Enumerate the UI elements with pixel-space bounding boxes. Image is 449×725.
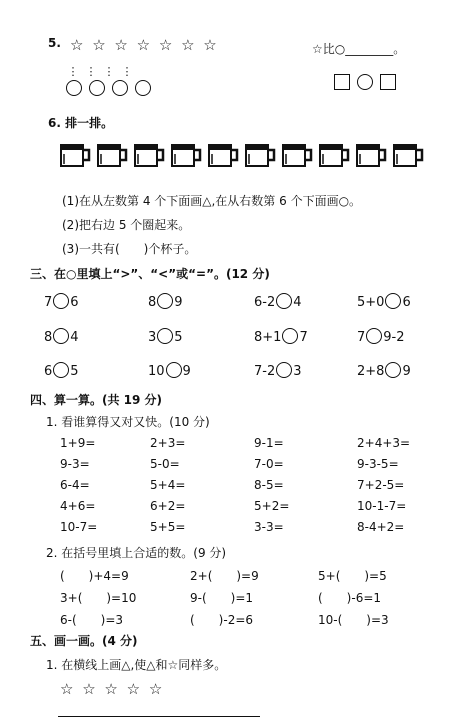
compare-circle-icon[interactable]: [53, 362, 69, 378]
dots-icon: ⋮: [67, 65, 79, 78]
period: 。: [393, 42, 406, 56]
compare-item: [148, 328, 183, 345]
compare-item: [44, 362, 79, 379]
right-expr: 4: [70, 330, 79, 345]
square-box-icon[interactable]: [334, 74, 350, 90]
square-box-icon[interactable]: [380, 74, 396, 90]
left-expr: 10: [148, 364, 165, 379]
calc-problem[interactable]: 5+2=: [254, 499, 290, 513]
right-expr: 9-2: [383, 330, 405, 345]
q6-title: 6. 排一排。: [48, 116, 114, 130]
left-expr: 7: [357, 330, 366, 345]
left-expr: 7-2: [254, 364, 276, 379]
compare-item: [254, 293, 302, 310]
left-expr: 2+8: [357, 364, 385, 379]
q5-shapes: [333, 72, 397, 91]
fill-problem[interactable]: ( )-2=6: [190, 613, 254, 627]
calc-problem[interactable]: 7+2-5=: [357, 478, 405, 492]
fill-problem[interactable]: 9-( )=1: [190, 591, 254, 605]
cup-icon: [393, 142, 425, 172]
circle-icon: [89, 80, 105, 96]
fill-problem[interactable]: 6-( )=3: [60, 613, 124, 627]
calc-problem[interactable]: 8-4+2=: [357, 520, 405, 534]
calc-problem[interactable]: 3-3=: [254, 520, 284, 534]
calc-problem[interactable]: 5+5=: [150, 520, 186, 534]
compare-item: [148, 362, 191, 379]
calc-problem[interactable]: 9-3-5=: [357, 457, 399, 471]
compare-circle-icon[interactable]: [276, 293, 292, 309]
calc-problem[interactable]: 2+4+3=: [357, 436, 411, 450]
cup-icon: [171, 142, 203, 172]
compare-circle-icon[interactable]: [385, 293, 401, 309]
right-expr: 9: [402, 364, 411, 379]
left-expr: 5+0: [357, 295, 385, 310]
q5-dots-row: [64, 60, 136, 79]
compare-circle-icon[interactable]: [385, 362, 401, 378]
compare-circle-icon[interactable]: [53, 328, 69, 344]
right-expr: 5: [174, 330, 183, 345]
compare-item: [357, 293, 411, 310]
calc-problem[interactable]: 9-1=: [254, 436, 284, 450]
cups-row: [60, 142, 425, 172]
left-expr: 8+1: [254, 330, 282, 345]
cup-icon: [134, 142, 166, 172]
dots-icon: ⋮: [85, 65, 97, 78]
fill-problem[interactable]: 5+( )=5: [318, 569, 387, 583]
left-expr: 6: [44, 364, 53, 379]
calc-problem[interactable]: 6+2=: [150, 499, 186, 513]
compare-circle-icon[interactable]: [282, 328, 298, 344]
sec5-stars: ☆ ☆ ☆ ☆ ☆: [60, 680, 165, 698]
dots-icon: ⋮: [121, 65, 133, 78]
dots-icon: ⋮: [103, 65, 115, 78]
left-expr: 6-2: [254, 295, 276, 310]
compare-circle-icon[interactable]: [157, 293, 173, 309]
answer-line[interactable]: [58, 716, 260, 717]
right-expr: 6: [402, 295, 411, 310]
calc-problem[interactable]: 6-4=: [60, 478, 90, 492]
cup-icon: [60, 142, 92, 172]
left-expr: 7: [44, 295, 53, 310]
calc-problem[interactable]: 4+6=: [60, 499, 96, 513]
sec3-title: 三、在○里填上“>”、“<”或“=”。(12 分): [30, 267, 270, 281]
cup-icon: [97, 142, 129, 172]
cup-icon: [356, 142, 388, 172]
sec4-title: 四、算一算。(共 19 分): [30, 393, 163, 407]
compare-item: [44, 328, 79, 345]
compare-label: ☆比○: [312, 42, 346, 56]
sec5-title: 五、画一画。(4 分): [30, 634, 138, 648]
circle-icon: [112, 80, 128, 96]
compare-item: [254, 362, 302, 379]
q6-sub2: (2)把右边 5 个圈起来。: [62, 218, 191, 232]
right-expr: 6: [70, 295, 79, 310]
compare-circle-icon[interactable]: [157, 328, 173, 344]
fill-problem[interactable]: ( )-6=1: [318, 591, 382, 605]
q6-sub3: (3)一共有( )个杯子。: [62, 242, 197, 256]
compare-item: [148, 293, 183, 310]
calc-problem[interactable]: 8-5=: [254, 478, 284, 492]
cup-icon: [282, 142, 314, 172]
q5-number: 5.: [48, 36, 61, 50]
q5-stars-row: ☆ ☆ ☆ ☆ ☆ ☆ ☆: [70, 36, 219, 54]
q5-circles-row: [65, 78, 152, 97]
compare-circle-icon[interactable]: [276, 362, 292, 378]
calc-problem[interactable]: 2+3=: [150, 436, 186, 450]
calc-problem[interactable]: 5+4=: [150, 478, 186, 492]
compare-circle-icon[interactable]: [366, 328, 382, 344]
calc-problem[interactable]: 10-7=: [60, 520, 98, 534]
calc-problem[interactable]: 7-0=: [254, 457, 284, 471]
compare-circle-icon[interactable]: [166, 362, 182, 378]
fill-problem[interactable]: 10-( )=3: [318, 613, 389, 627]
circle-icon: [135, 80, 151, 96]
compare-item: [44, 293, 79, 310]
fill-problem[interactable]: 2+( )=9: [190, 569, 259, 583]
compare-item: [254, 328, 308, 345]
left-expr: 8: [148, 295, 157, 310]
right-expr: 4: [293, 295, 302, 310]
right-expr: 9: [174, 295, 183, 310]
sec4-sub2: 2. 在括号里填上合适的数。(9 分): [46, 546, 227, 560]
q6-sub1: (1)在从左数第 4 个下面画△,在从右数第 6 个下面画○。: [62, 194, 362, 208]
compare-item: [357, 328, 405, 345]
circle-box-icon[interactable]: [357, 74, 373, 90]
q5-compare: [312, 40, 405, 57]
calc-problem[interactable]: 9-3=: [60, 457, 90, 471]
fill-problem[interactable]: ( )+4=9: [60, 569, 129, 583]
answer-blank[interactable]: ________: [345, 42, 394, 56]
calc-problem[interactable]: 1+9=: [60, 436, 96, 450]
right-expr: 3: [293, 364, 302, 379]
left-expr: 3: [148, 330, 157, 345]
cup-icon: [319, 142, 351, 172]
circle-icon: [66, 80, 82, 96]
cup-icon: [208, 142, 240, 172]
cup-icon: [245, 142, 277, 172]
right-expr: 9: [182, 364, 191, 379]
sec5-sub1: 1. 在横线上画△,使△和☆同样多。: [46, 658, 227, 672]
sec4-sub1: 1. 看谁算得又对又快。(10 分): [46, 415, 210, 429]
calc-problem[interactable]: 5-0=: [150, 457, 180, 471]
right-expr: 5: [70, 364, 79, 379]
compare-item: [357, 362, 411, 379]
right-expr: 7: [299, 330, 308, 345]
calc-problem[interactable]: 10-1-7=: [357, 499, 407, 513]
left-expr: 8: [44, 330, 53, 345]
fill-problem[interactable]: 3+( )=10: [60, 591, 137, 605]
compare-circle-icon[interactable]: [53, 293, 69, 309]
